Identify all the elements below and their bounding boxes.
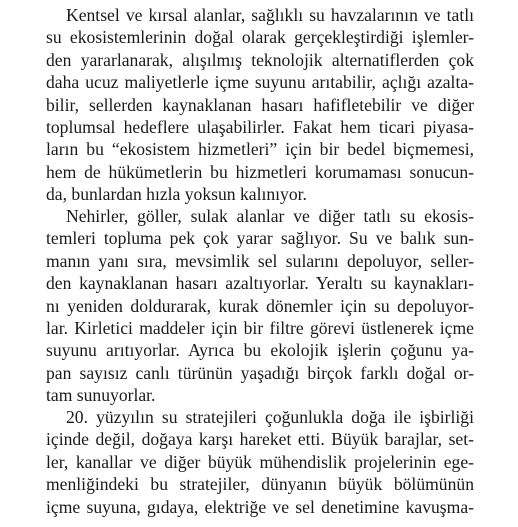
text-line: içinde değil, doğaya karşı hareket etti. Büyük barajlar, set- (46, 429, 474, 450)
text-line: 20. yüzyılın su stratejileri çoğunlukla doğa ile işbirliği (66, 407, 474, 427)
text-line: den kaynaklanan hasarı azaltıyorlar. Yeraltı su kaynakları- (46, 273, 474, 294)
text-line: temleri topluma pek çok yarar sağlıyor. Su ve balık sun- (46, 228, 474, 249)
text-line: suyunu arıtıyorlar. Ayrıca bu ekolojik işlerin çoğunu ya- (46, 340, 474, 361)
text-line: manın yanı sıra, mevsimlik sel sularını depoluyor, seller- (46, 250, 474, 271)
text-line: pan sayısız canlı türünün yaşadığı birçok farklı doğal or- (46, 362, 474, 383)
text-line: hem de hükümetlerin bu hizmetleri korumaması sonucun- (46, 161, 474, 182)
paragraph-1 (46, 4, 474, 206)
text-line: da, bunlardan hızla yoksun kalınıyor. (46, 184, 307, 205)
text-line: lar. Kirletici maddeler için bir filtre görevi üstlenerek içme (46, 317, 474, 338)
paragraph-2 (46, 205, 474, 407)
text-line: toplumsal hedeflere ulaşabilirler. Fakat hem ticari piyasa- (46, 116, 474, 137)
text-line: den yararlanarak, alışılmış teknolojik alternatiflerden çok (46, 49, 474, 70)
text-line: menliğindeki bu stratejiler, dünyanın büyük bölümünün (46, 474, 474, 495)
text-line: bilir, sellerden kaynaklanan hasarı hafifletebilir ve diğer (46, 94, 474, 115)
text-line: nı yeniden doldurarak, kurak dönemler için su depoluyor- (46, 295, 474, 316)
text-line: tam sunuyorlar. (46, 385, 156, 406)
text-line: Nehirler, göller, sulak alanlar ve diğer tatlı su ekosis- (66, 206, 474, 226)
paragraph-3 (46, 406, 474, 518)
text-line: ların bu “ekosistem hizmetleri” için bir bedel biçmemesi, (46, 139, 474, 160)
text-line: su ekosistemlerinin doğal olarak gerçekleştirdiği işlemler- (46, 27, 474, 48)
text-line: daha ucuz maliyetlerle içme suyunu arıtabilir, açlığı azalta- (46, 72, 474, 93)
text-line: Kentsel ve kırsal alanlar, sağlıklı su havzalarının ve tatlı (66, 5, 474, 25)
text-line: ler, kanallar ve diğer büyük mühendislik projelerinin ege- (46, 451, 474, 472)
text-line: içme suyuna, gıdaya, elektriğe ve sel denetimine kavuşma- (46, 496, 474, 517)
